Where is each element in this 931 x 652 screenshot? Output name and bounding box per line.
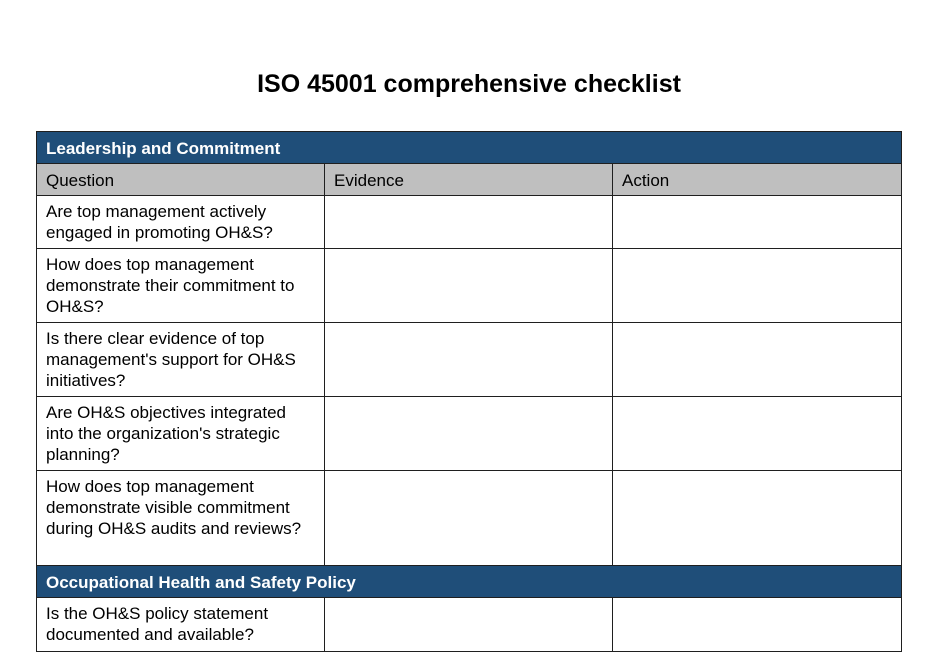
evidence-cell[interactable] — [325, 397, 613, 471]
action-cell[interactable] — [613, 471, 902, 566]
section-header-row — [37, 566, 902, 598]
action-cell[interactable] — [613, 397, 902, 471]
evidence-cell[interactable] — [325, 598, 613, 652]
action-cell[interactable] — [613, 196, 902, 249]
evidence-cell[interactable] — [325, 323, 613, 397]
question-cell: Is there clear evidence of top management's support for OH&S initiatives? — [37, 323, 325, 397]
evidence-cell[interactable] — [325, 196, 613, 249]
column-header-evidence: Evidence — [325, 164, 613, 196]
action-cell[interactable] — [613, 323, 902, 397]
table-row — [37, 397, 902, 471]
section-title: Leadership and Commitment — [37, 132, 902, 164]
question-cell: How does top management demonstrate their commitment to OH&S? — [37, 249, 325, 323]
action-cell[interactable] — [613, 598, 902, 652]
checklist-table — [36, 131, 902, 652]
column-header-row — [37, 164, 902, 196]
table-row — [37, 598, 902, 652]
action-cell[interactable] — [613, 249, 902, 323]
column-header-action: Action — [613, 164, 902, 196]
question-cell: Is the OH&S policy statement documented and available? — [37, 598, 325, 652]
evidence-cell[interactable] — [325, 249, 613, 323]
question-cell: Are top management actively engaged in promoting OH&S? — [37, 196, 325, 249]
table-row — [37, 323, 902, 397]
section-header-row — [37, 132, 902, 164]
page-title: ISO 45001 comprehensive checklist — [257, 70, 681, 98]
evidence-cell[interactable] — [325, 471, 613, 566]
table-row — [37, 196, 902, 249]
question-cell: Are OH&S objectives integrated into the organization's strategic planning? — [37, 397, 325, 471]
question-cell: How does top management demonstrate visible commitment during OH&S audits and reviews? — [37, 471, 325, 566]
column-header-question: Question — [37, 164, 325, 196]
table-row — [37, 471, 902, 566]
section-title: Occupational Health and Safety Policy — [37, 566, 902, 598]
table-row — [37, 249, 902, 323]
